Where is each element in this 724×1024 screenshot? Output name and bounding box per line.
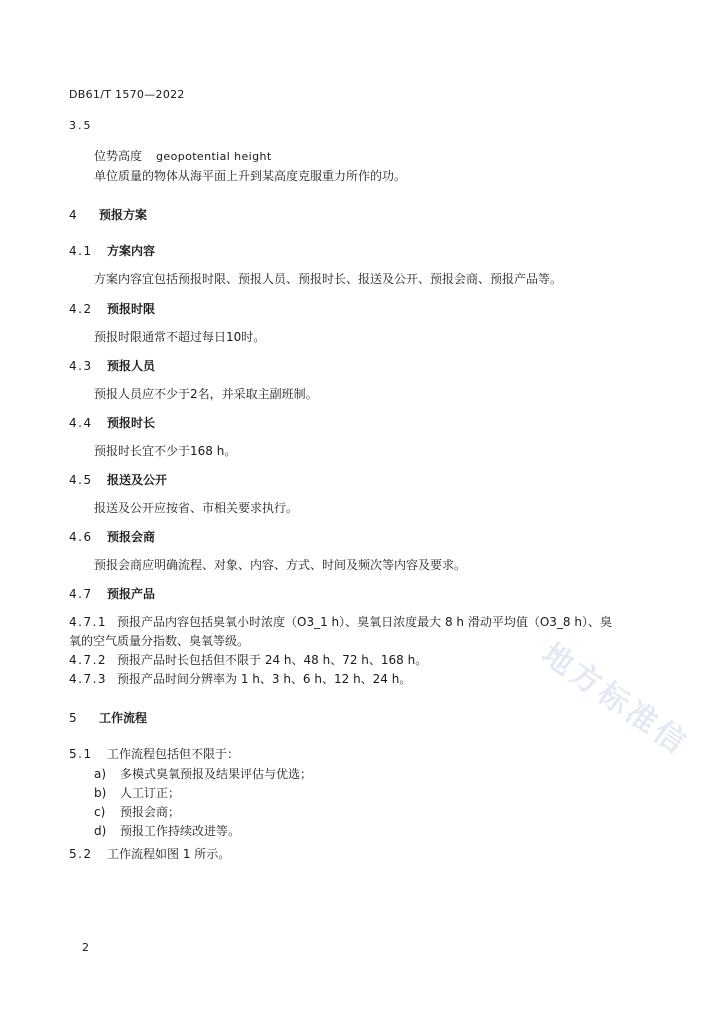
subsection-title: 报送及公开	[107, 473, 168, 487]
section-title: 预报方案	[99, 208, 148, 222]
list-text: 多模式臭氧预报及结果评估与优选；	[120, 767, 313, 781]
section-4-heading	[69, 206, 147, 223]
list-label: b)	[94, 786, 107, 800]
subsection-number: 4.5	[69, 473, 93, 487]
subsection-4-3-heading	[69, 357, 155, 374]
subsection-title: 预报会商	[107, 530, 156, 544]
subsection-4-3-text: 预报人员应不少于2名，并采取主副班制。	[94, 387, 318, 401]
subsection-4-4-text: 预报时长宜不少于168 h。	[94, 444, 237, 458]
watermark: 地方标准信	[535, 636, 695, 763]
page-number: 2	[82, 941, 89, 954]
subsection-4-2-text: 预报时限通常不超过每日10时。	[94, 330, 266, 344]
clause-4-7-3	[69, 670, 411, 687]
list-item-d	[94, 822, 240, 839]
list-text: 预报会商；	[120, 805, 181, 819]
term-definition: 单位质量的物体从海平面上升到某高度克服重力所作的功。	[94, 169, 407, 183]
subsection-4-5-heading	[69, 471, 167, 488]
list-text: 人工订正；	[120, 786, 181, 800]
list-item-c	[94, 803, 180, 820]
clause-number: 4.7.3	[69, 672, 108, 686]
clause-4-7-1-line2: 氧的空气质量分指数、臭氧等级。	[69, 634, 250, 648]
clause-number: 5.1	[69, 747, 93, 761]
term-name-en: geopotential height	[156, 150, 272, 163]
list-label: d)	[94, 824, 107, 838]
list-item-b	[94, 784, 180, 801]
list-label: a)	[94, 767, 107, 781]
subsection-4-2-heading	[69, 300, 155, 317]
clause-5-2	[69, 845, 230, 862]
subsection-title: 预报时长	[107, 416, 156, 430]
subsection-4-4-heading	[69, 414, 155, 431]
subsection-4-1-heading	[69, 242, 155, 259]
clause-text: 预报产品时长包括但不限于 24 h、48 h、72 h、168 h。	[117, 653, 428, 667]
subsection-number: 4.3	[69, 359, 93, 373]
clause-text: 预报产品时间分辨率为 1 h、3 h、6 h、12 h、24 h。	[117, 672, 412, 686]
list-text: 预报工作持续改进等。	[120, 824, 241, 838]
subsection-4-6-text: 预报会商应明确流程、对象、内容、方式、时间及频次等内容及要求。	[94, 558, 467, 572]
clause-number: 5.2	[69, 847, 93, 861]
subsection-number: 4.2	[69, 302, 93, 316]
term-title	[94, 147, 272, 164]
clause-5-1	[69, 745, 239, 762]
term-name-cn: 位势高度	[94, 149, 143, 163]
clause-number: 4.7.2	[69, 653, 108, 667]
section-5-heading	[69, 709, 147, 726]
section-title: 工作流程	[99, 711, 148, 725]
subsection-number: 4.7	[69, 587, 93, 601]
subsection-title: 预报时限	[107, 302, 156, 316]
document-id-header: DB61/T 1570—2022	[69, 88, 185, 101]
list-label: c)	[94, 805, 106, 819]
subsection-4-5-text: 报送及公开应按省、市相关要求执行。	[94, 501, 299, 515]
subsection-4-7-heading	[69, 585, 155, 602]
clause-number: 4.7.1	[69, 615, 108, 629]
clause-4-7-1-line1	[69, 613, 612, 630]
subsection-4-1-text: 方案内容宜包括预报时限、预报人员、预报时长、报送及公开、预报会商、预报产品等。	[94, 272, 563, 286]
subsection-number: 4.6	[69, 530, 93, 544]
list-item-a	[94, 765, 312, 782]
term-number: 3.5	[69, 119, 93, 132]
subsection-number: 4.1	[69, 244, 93, 258]
section-number: 4	[69, 208, 77, 222]
clause-4-7-2	[69, 651, 427, 668]
subsection-title: 方案内容	[107, 244, 156, 258]
section-number: 5	[69, 711, 77, 725]
clause-text: 工作流程包括但不限于：	[107, 747, 240, 761]
clause-text: 工作流程如图 1 所示。	[107, 847, 231, 861]
subsection-4-6-heading	[69, 528, 155, 545]
subsection-number: 4.4	[69, 416, 93, 430]
subsection-title: 预报人员	[107, 359, 156, 373]
clause-text: 预报产品内容包括臭氧小时浓度（O3_1 h）、臭氧日浓度最大 8 h 滑动平均值（O3_8 h）、臭	[117, 615, 612, 629]
subsection-title: 预报产品	[107, 587, 156, 601]
